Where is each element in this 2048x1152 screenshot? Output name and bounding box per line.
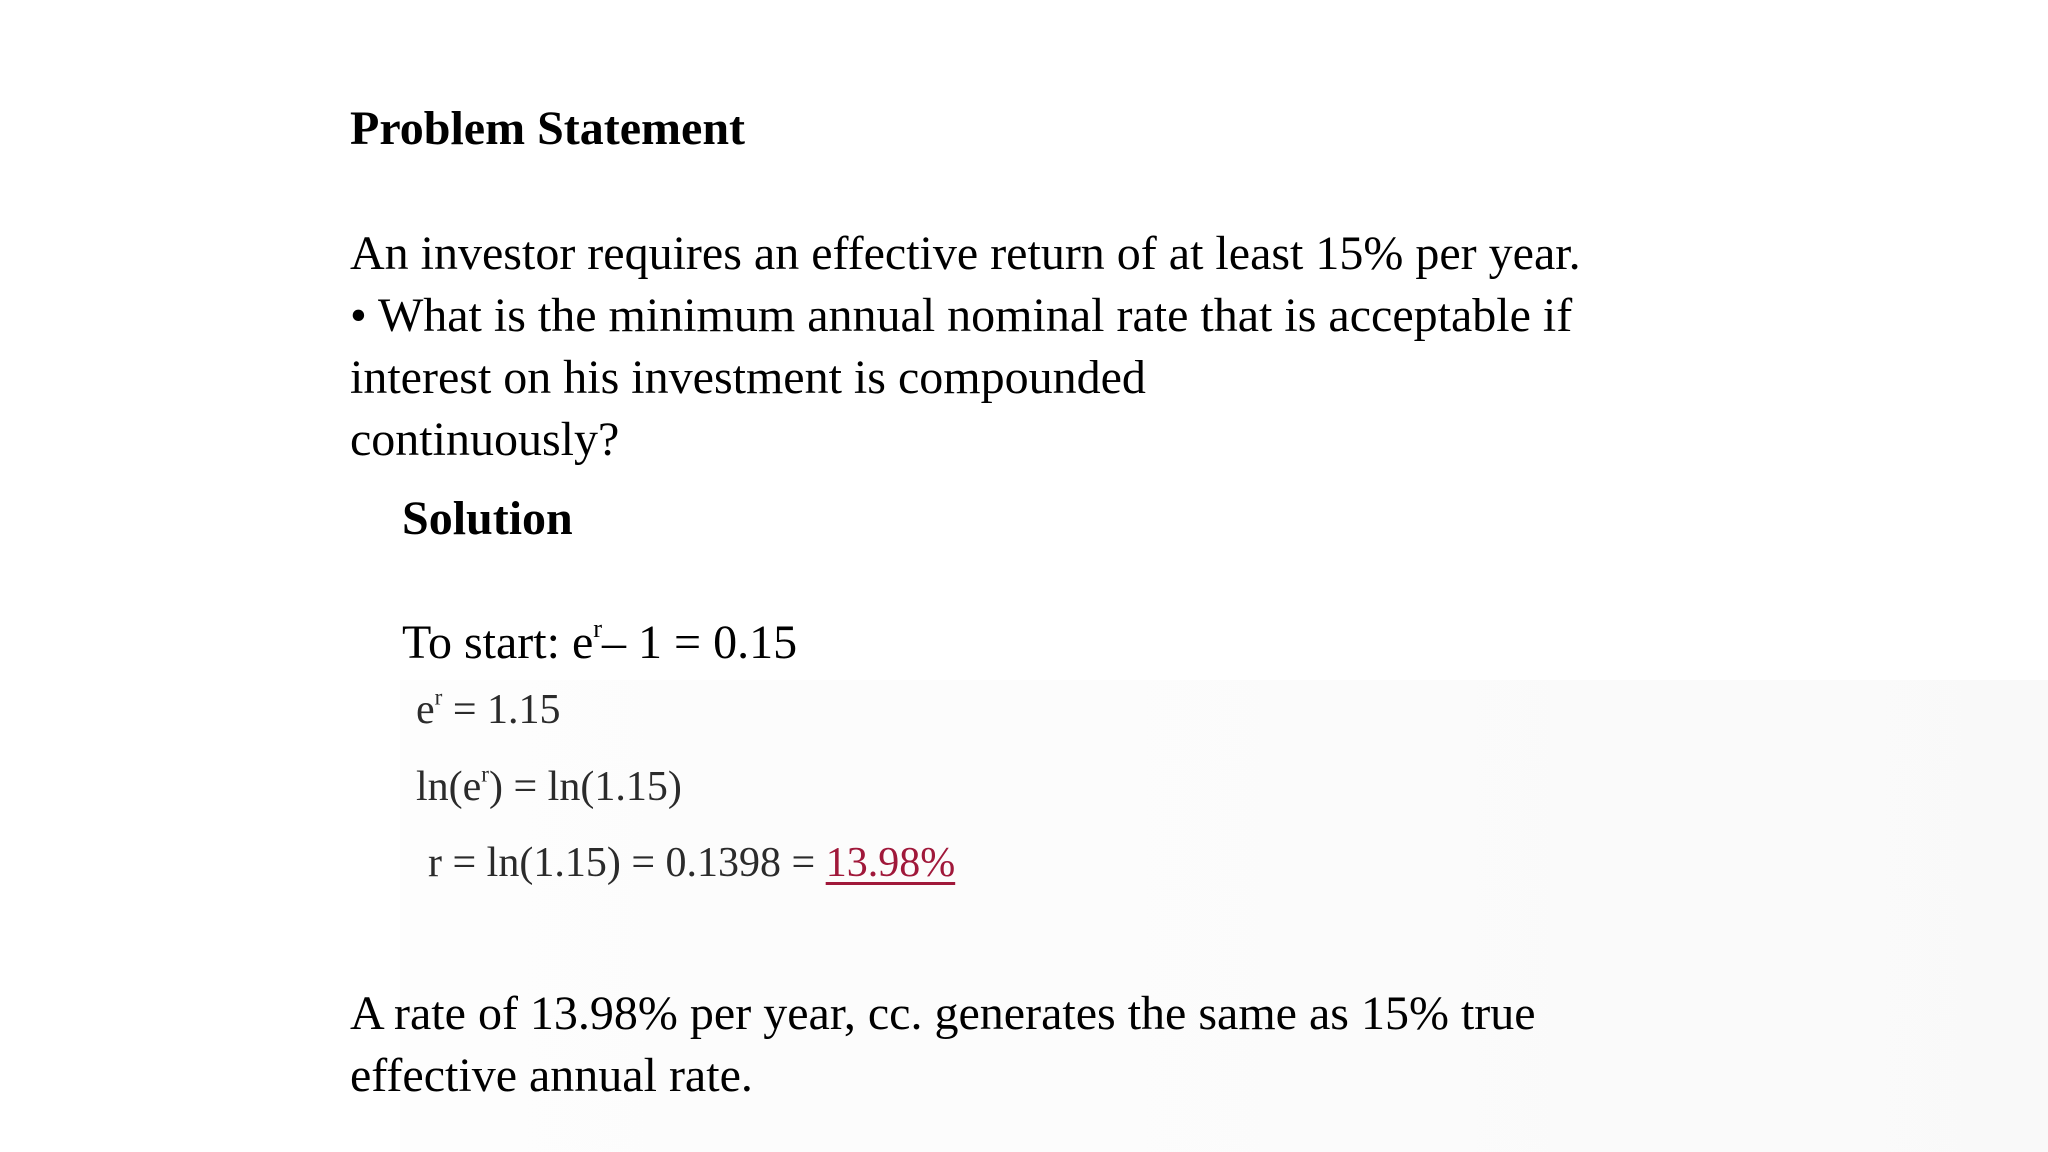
problem-line: continuously?: [350, 413, 620, 466]
problem-line: An investor requires an effective return of at least 15% per year.: [350, 227, 1581, 280]
conclusion-line: effective annual rate.: [350, 1049, 753, 1102]
start-equation: [402, 614, 797, 672]
equation-log-prefix: ln(e: [416, 764, 482, 810]
start-equation-suffix: – 1 = 0.15: [602, 616, 798, 669]
equation-exponential: [416, 685, 561, 735]
equation-result-prefix: r = ln(1.15) = 0.1398 =: [428, 840, 826, 886]
equation-base: e: [416, 687, 435, 733]
equation-exponent: r: [481, 760, 489, 787]
start-equation-prefix: To start: e: [402, 616, 594, 669]
slide-title: Problem Statement: [350, 102, 746, 155]
solution-heading: Solution: [402, 492, 573, 545]
start-equation-exponent: r: [593, 612, 603, 643]
equation-exponent: r: [434, 683, 443, 710]
problem-text: [350, 223, 1730, 471]
conclusion-line: A rate of 13.98% per year, cc. generates the same as 15% true: [350, 987, 1536, 1040]
equation-result: [428, 838, 955, 888]
conclusion-text: [350, 983, 1750, 1107]
problem-bullet-question: • What is the minimum annual nominal rate that is acceptable if: [350, 289, 1573, 342]
equation-value: = 1.15: [442, 687, 561, 733]
result-highlight: 13.98%: [825, 840, 956, 886]
equation-log-rest: ) = ln(1.15): [489, 764, 682, 810]
problem-line: interest on his investment is compounded: [350, 351, 1146, 404]
equation-log: [416, 762, 682, 812]
